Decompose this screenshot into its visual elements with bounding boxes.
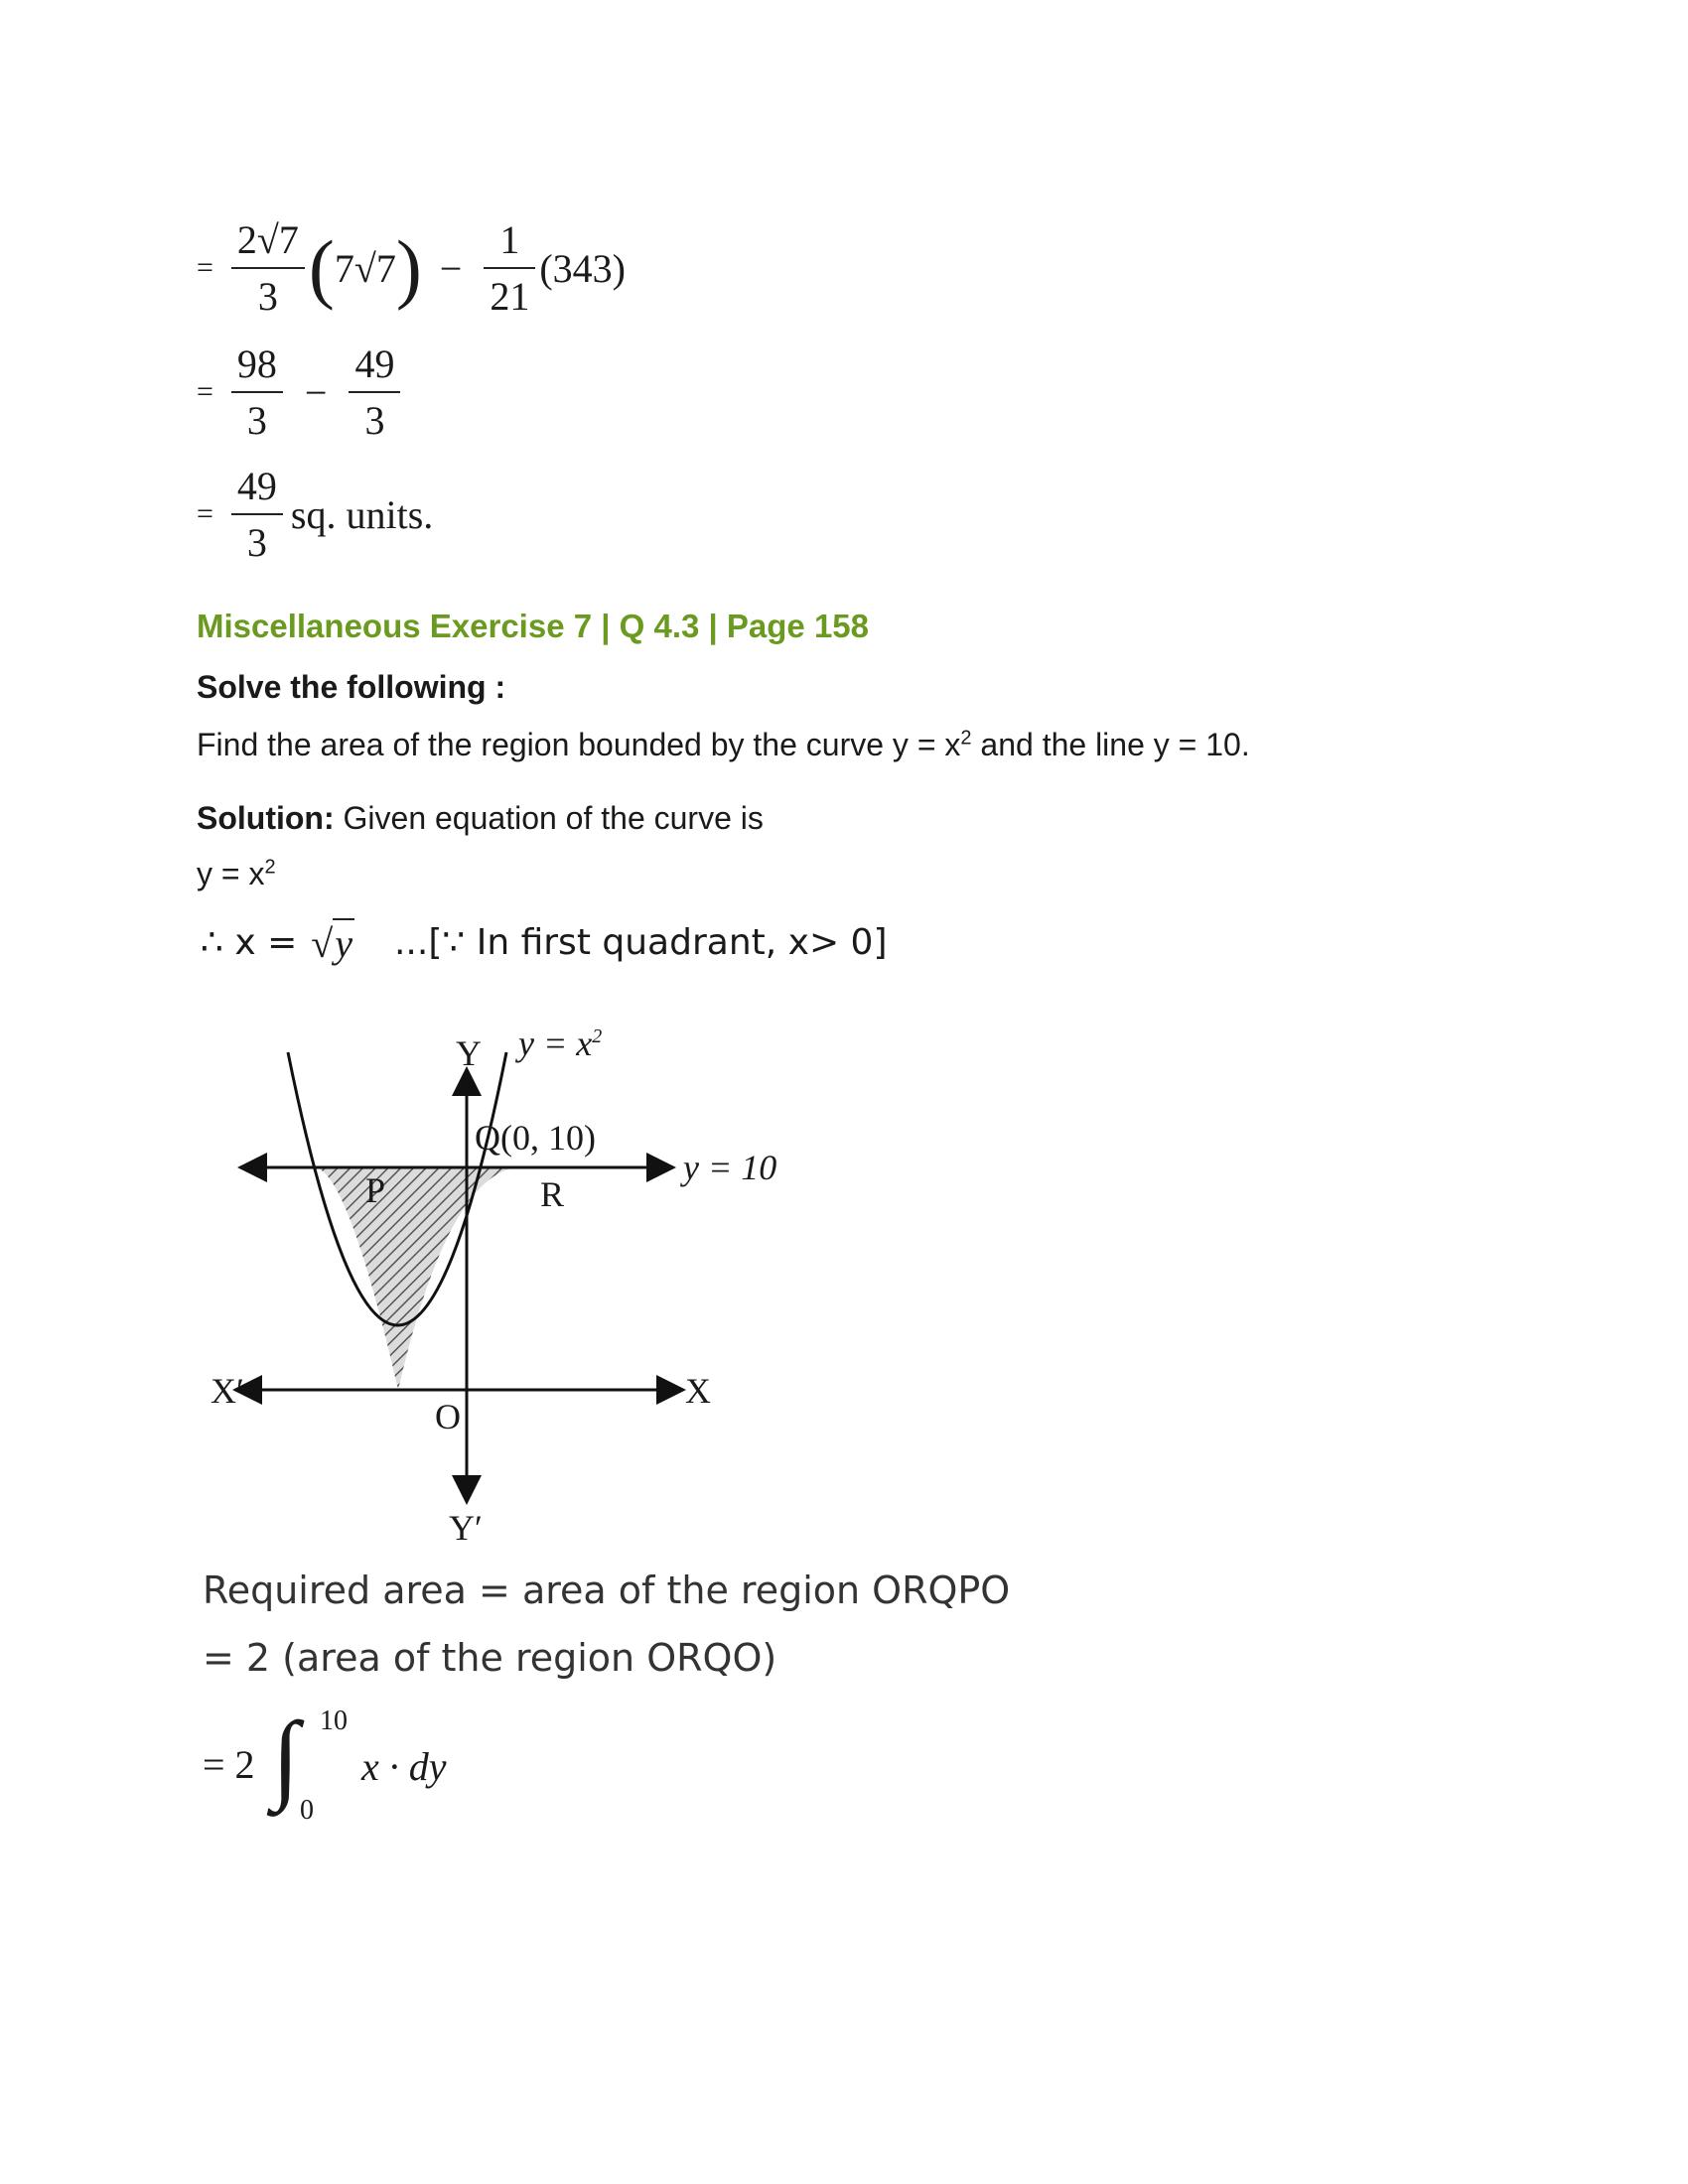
curve-equation — [197, 856, 276, 892]
equals-sign: = — [197, 497, 213, 530]
solution-label: Solution: — [197, 800, 335, 836]
fraction-numerator: 2√7 — [231, 216, 305, 269]
double-area-line: = 2 (area of the region ORQO) — [203, 1636, 777, 1680]
question-text — [197, 727, 1250, 763]
question-heading: Miscellaneous Exercise 7 | Q 4.3 | Page 158 — [197, 608, 870, 644]
fraction-denominator: 3 — [364, 398, 385, 443]
diagram-labels — [199, 1003, 834, 1559]
fraction-denominator: 3 — [246, 398, 267, 443]
fraction-49-over-3 — [349, 341, 400, 444]
label-point-r: R — [540, 1174, 565, 1214]
label-line-y10: y = 10 — [683, 1148, 777, 1187]
label-curve-text: y = x — [518, 1024, 593, 1063]
paren-content: 7√7 — [334, 245, 396, 291]
minus-sign: − — [304, 369, 328, 415]
minus-sign: − — [439, 245, 463, 291]
exponent: 2 — [960, 727, 972, 750]
label-curve — [518, 1023, 602, 1064]
label-origin: O — [435, 1397, 461, 1436]
exponent: 2 — [264, 856, 276, 879]
solution-intro-text: Given equation of the curve is — [343, 800, 764, 836]
sqrt-expression — [311, 918, 354, 967]
fraction-98-over-3 — [231, 341, 283, 444]
sqrt-icon: √ — [311, 921, 334, 966]
solution-intro — [197, 800, 764, 837]
reason-text: ...[∵ In first quadrant, x> 0] — [393, 922, 888, 963]
fraction-1-over-21 — [484, 216, 535, 320]
fraction-numerator: 49 — [231, 463, 283, 515]
label-x-axis: X — [685, 1371, 711, 1411]
fraction-49-over-3 — [231, 463, 283, 566]
label-y-axis: Y — [456, 1033, 482, 1073]
integrand: x · dy — [361, 1744, 447, 1789]
integral-icon: ∫ — [272, 1702, 300, 1812]
label-point-q: Q(0, 10) — [475, 1118, 596, 1158]
open-paren: ( — [308, 224, 335, 311]
equals-two: = 2 — [203, 1742, 255, 1787]
equation-step-2 — [197, 333, 404, 452]
label-y-prime: Y′ — [449, 1508, 483, 1548]
equation-step-1 — [197, 208, 626, 328]
term-343: (343) — [539, 245, 626, 291]
label-x-prime: X′ — [211, 1371, 244, 1411]
unit-label: sq. units. — [290, 491, 434, 537]
instruction-text: Solve the following : — [197, 669, 506, 705]
fraction-numerator: 98 — [231, 341, 283, 393]
sqrt-step — [201, 918, 888, 967]
equals-sign: = — [197, 375, 213, 408]
label-point-p: P — [365, 1170, 386, 1210]
integral-expression — [203, 1702, 520, 1837]
fraction-denominator: 21 — [490, 274, 530, 319]
integral-upper-limit: 10 — [320, 1706, 348, 1736]
required-area-line: Required area = area of the region ORQPO — [203, 1569, 1011, 1612]
question-text-pre: Find the area of the region bounded by the curve y = x — [197, 727, 961, 762]
sqrt-radicand: y — [333, 918, 354, 967]
fraction-numerator: 49 — [349, 341, 400, 393]
therefore-text: ∴ x = — [201, 922, 298, 963]
fraction-2sqrt7-over-3 — [231, 216, 305, 320]
fraction-denominator: 3 — [257, 274, 278, 319]
fraction-numerator: 1 — [484, 216, 535, 269]
fraction-denominator: 3 — [246, 520, 267, 565]
equation-step-3 — [197, 455, 433, 574]
equals-sign: = — [197, 251, 213, 284]
close-paren: ) — [395, 224, 422, 311]
question-text-post: and the line y = 10. — [971, 727, 1250, 762]
integral-lower-limit: 0 — [300, 1795, 314, 1826]
curve-equation-pre: y = x — [197, 856, 265, 891]
exponent: 2 — [592, 1025, 603, 1047]
